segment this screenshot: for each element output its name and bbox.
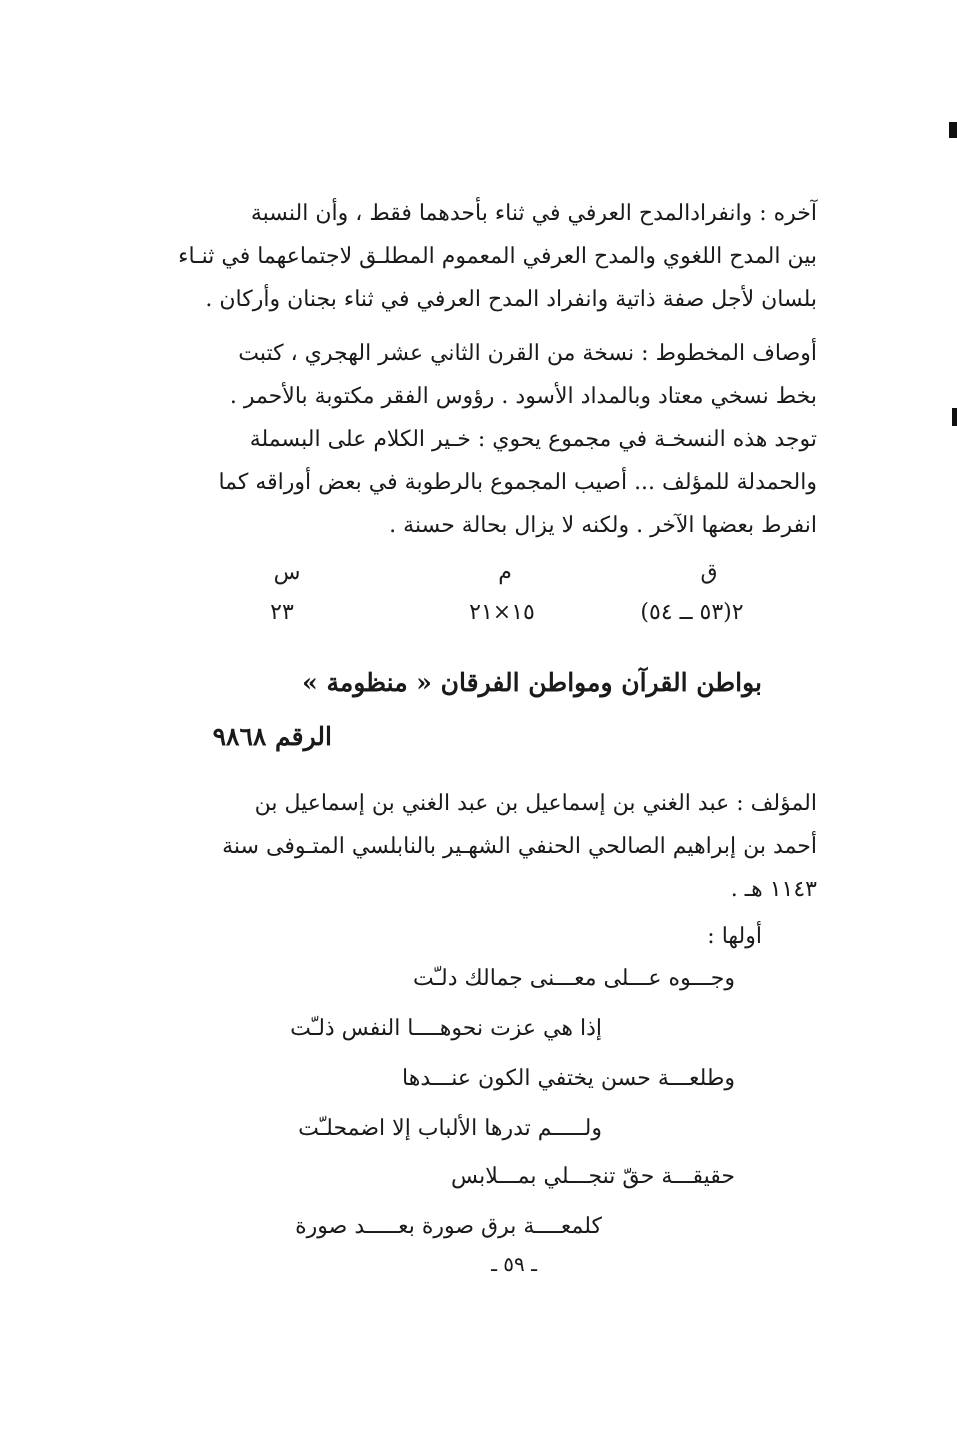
table-header-folios: ق [700,560,718,585]
entry-end-line: بين المدح اللغوي والمدح العرفي المعموم المطلـق لاجتماعهما في ثنـاء [178,244,817,269]
author-paragraph [172,782,817,911]
verse-line: إذا هي عزت نحوهــــا النفس ذلـّت [290,1016,602,1041]
entry-end-line: آخره : وانفرادالمدح العرفي في ثناء بأحدهما فقط ، وأن النسبة [250,201,817,226]
table-header-lines: س [273,560,301,585]
description-line: توجد هذه النسخـة في مجموع يحوي : خـير الكلام على البسملة [249,427,817,452]
table-value-lines: ٢٣ [270,600,294,625]
verse-line: كلمعــــة برق صورة بعـــــد صورة [295,1214,602,1239]
beginning-label: أولها : [707,924,762,949]
table-value-size: ١٥×٢١ [469,600,535,625]
scan-edge-mark [952,408,957,426]
table-header-size: م [498,560,512,585]
author-line: المؤلف : عبد الغني بن إسماعيل بن عبد الغني بن إسماعيل بن [254,791,817,816]
scan-edge-mark [949,122,957,138]
verse-line: حقيقـــة حقّ تنجـــلي بمـــلابس [451,1164,735,1189]
author-line: ١١٤٣ هـ . [730,877,817,902]
author-line: أحمد بن إبراهيم الصالحي الحنفي الشهـير بالنابلسي المتـوفى سنة [222,834,817,859]
entry-number: الرقم ٩٨٦٨ [212,722,332,751]
entry-end-line: بلسان لأجل صفة ذاتية وانفراد المدح العرفي في ثناء بجنان وأركان . [205,287,817,312]
manuscript-description-paragraph [172,332,817,547]
verse-line: وجـــوه عـــلى معـــنى جمالك دلـّت [412,966,735,991]
page-number: ـ ٥٩ ـ [491,1252,537,1276]
description-line: والحمدلة للمؤلف ... أصيب المجموع بالرطوبة في بعض أوراقه كما [218,470,817,495]
description-line: بخط نسخي معتاد وبالمداد الأسود . رؤوس الفقر مكتوبة بالأحمر . [229,384,817,409]
entry-title: بواطن القرآن ومواطن الفرقان « منظومة » [302,668,762,697]
entry-end-paragraph [172,192,817,321]
description-line: انفرط بعضها الآخر . ولكنه لا يزال بحالة حسنة . [389,513,817,538]
verse-line: وطلعـــة حسن يختفي الكون عنـــدها [402,1066,735,1091]
description-line: أوصاف المخطوط : نسخة من القرن الثاني عشر الهجري ، كتبت [238,341,817,366]
table-value-folios: ٢(٥٣ ــ ٥٤) [640,600,744,625]
verse-line: ولـــــم تدرها الألباب إلا اضمحلـّت [298,1116,602,1141]
